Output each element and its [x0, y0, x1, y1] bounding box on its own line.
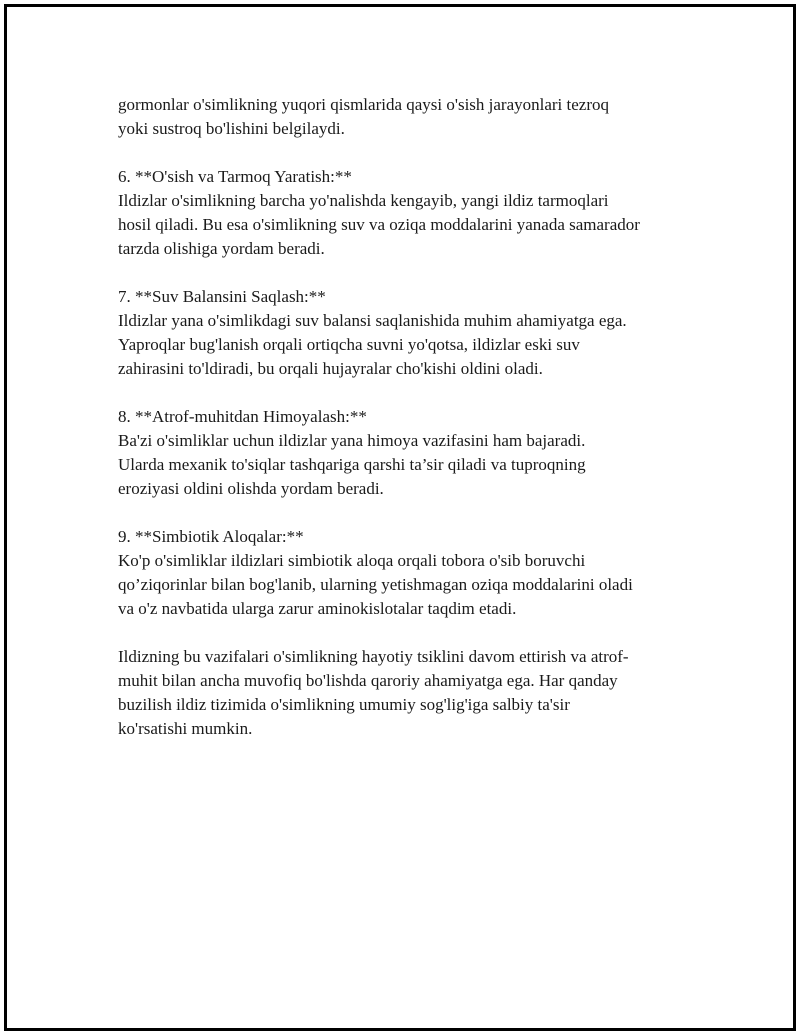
paragraph-gap	[118, 501, 688, 525]
intro-continuation: gormonlar o'simlikning yuqori qismlarida qaysi o'sish jarayonlari tezroq yoki sustroq bo'lishini belgilaydi.	[118, 95, 610, 138]
section-9-body: Ko'p o'simliklar ildizlari simbiotik aloqa orqali tobora o'sib boruvchi qo’ziqorinlar bilan bog'lanib, ularning yetishmagan oziqa moddalarini oladi va o'z navbatida ularga zarur aminokislotalar taqdim etadi.	[118, 551, 633, 618]
paragraph-gap	[118, 141, 688, 165]
section-9-heading: 9. **Simbiotik Aloqalar:**	[118, 527, 304, 546]
section-7-body: Ildizlar yana o'simlikdagi suv balansi saqlanishida muhim ahamiyatga ega. Yaproqlar bug'lanish orqali ortiqcha suvni yo'qotsa, ildizlar eski suv zahirasini to'ldiradi, bu orqali hujayralar cho'kishi oldini oladi.	[118, 311, 627, 378]
section-6-heading: 6. **O'sish va Tarmoq Yaratish:**	[118, 167, 352, 186]
section-7-heading: 7. **Suv Balansini Saqlash:**	[118, 287, 326, 306]
section-6-body: Ildizlar o'simlikning barcha yo'nalishda kengayib, yangi ildiz tarmoqlari hosil qiladi. Bu esa o'simlikning suv va oziqa moddalarini yanada samarador tarzda olishiga yordam beradi.	[118, 191, 640, 258]
paragraph-gap	[118, 261, 688, 285]
conclusion-paragraph: Ildizning bu vazifalari o'simlikning hayotiy tsiklini davom ettirish va atrof- muhit bilan ancha muvofiq bo'lishda qaroriy ahamiyatga ega. Har qanday buzilish ildiz tizimida o'simlikning umumiy sog'lig'iga salbiy ta'sir ko'rsatishi mumkin.	[118, 647, 629, 738]
document-body	[118, 93, 688, 741]
paragraph-gap	[118, 621, 688, 645]
section-8-body: Ba'zi o'simliklar uchun ildizlar yana himoya vazifasini ham bajaradi. Ularda mexanik to'siqlar tashqariga qarshi ta’sir qiladi va tuproqning eroziyasi oldini olishda yordam beradi.	[118, 431, 586, 498]
paragraph-gap	[118, 381, 688, 405]
section-8-heading: 8. **Atrof-muhitdan Himoyalash:**	[118, 407, 367, 426]
